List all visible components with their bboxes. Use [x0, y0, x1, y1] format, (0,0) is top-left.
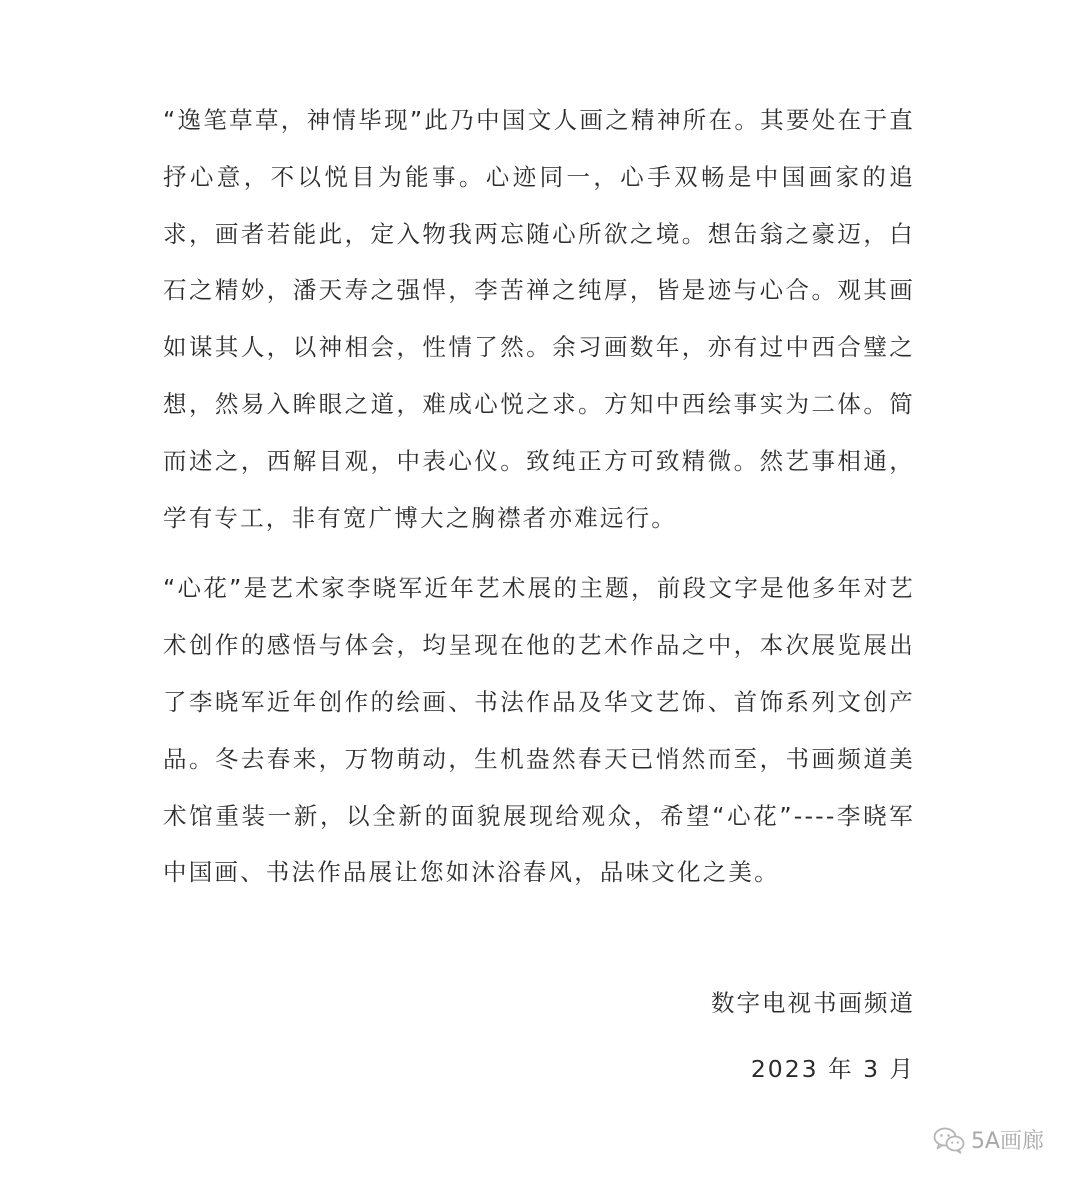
article-paragraph-2: “心花”是艺术家李晓军近年艺术展的主题，前段文字是他多年对艺术创作的感悟与体会，均呈现在他的艺术作品之中，本次展览展出了李晓军近年创作的绘画、书法作品及华文艺饰、首饰系列文创产品。冬去春来，万物萌动，生机盎然春天已悄然而至，书画频道美术馆重装一新，以全新的面貌展现给观众，希望“心花”----李晓军中国画、书法作品展让您如沐浴春风，品味文化之美。 [163, 574, 915, 887]
article-body [163, 92, 915, 901]
watermark [933, 1124, 1044, 1155]
signature-date: 2023 年 3 月 [750, 1055, 915, 1083]
article-paragraph-1: “逸笔草草，神情毕现”此乃中国文人画之精神所在。其要处在于直抒心意，不以悦目为能事。心迹同一，心手双畅是中国画家的追求，画者若能此，定入物我两忘随心所欲之境。想缶翁之豪迈，白石之精妙，潘天寿之强悍，李苦禅之纯厚，皆是迹与心合。观其画如谋其人，以神相会，性情了然。余习画数年，亦有过中西合璧之想，然易入眸眼之道，难成心悦之求。方知中西绘事实为二体。简而述之，西解目观，中表心仪。致纯正方可致精微。然艺事相通，学有专工，非有宽广博大之胸襟者亦难远行。 [163, 106, 915, 532]
signature-organization: 数字电视书画频道 [711, 989, 915, 1017]
wechat-icon [933, 1126, 965, 1154]
watermark-label: 5A画廊 [970, 1129, 1044, 1154]
